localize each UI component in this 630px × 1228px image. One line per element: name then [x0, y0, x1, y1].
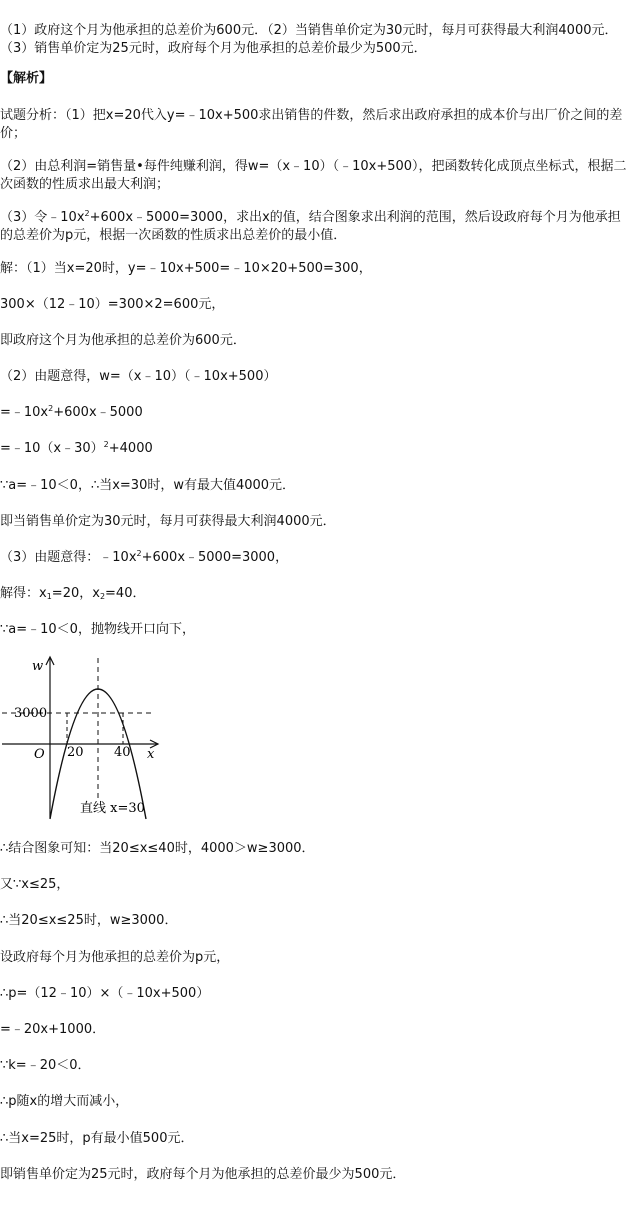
y-value-label: 3000 — [14, 706, 48, 721]
solution-line-4: （2）由题意得，w=（x﹣10）（﹣10x+500） — [0, 369, 277, 384]
y-axis — [46, 657, 54, 818]
solution-line-21: 即销售单价定为25元时，政府每个月为他承担的总差价最少为500元． — [0, 1167, 406, 1182]
solution-line-20: ∴当x=25时，p有最小值500元． — [0, 1131, 194, 1146]
symmetry-axis-label: 直线 x=30 — [80, 801, 145, 816]
analysis-part-3: （3）令$﹣10x^2+600x﹣5000=3000$，求出x的值，结合图象求出利润的范围，然后设政府每个月为他承担的总差价为p元，根据一次函数的性质求出总差价的最小值． — [0, 209, 621, 243]
origin-label: O — [34, 747, 45, 762]
summary-answer: （1）政府这个月为他承担的总差价为600元．（2）当销售单价定为30元时，每月可获得最大利润4000元．（3）销售单价定为25元时，政府每个月为他承担的总差价最少为500元． — [0, 23, 618, 56]
solution-line-6: =﹣10（x﹣30）$^2$+4000 — [0, 440, 153, 456]
analysis-part-1: 试题分析：（1）把x=20代入y=﹣10x+500求出销售的件数，然后求出政府承担的成本价与出厂价之间的差价； — [0, 108, 623, 141]
solution-line-9: （3）由题意得：$﹣10x^2+600x﹣5000=3000$， — [0, 549, 289, 565]
solution-line-15: 设政府每个月为他承担的总差价为p元， — [0, 950, 230, 965]
solution-line-12: ∴结合图象可知：当20≤x≤40时，4000＞w≥3000． — [0, 841, 315, 856]
solution-line-1: 解：（1）当x=20时，y=﹣10x+500=﹣10×20+500=300， — [0, 261, 372, 276]
analysis-part-2: （2）由总利润=销售量•每件纯赚利润，得w=（x﹣10）（﹣10x+500），把函数转化成顶点坐标式，根据二次函数的性质求出最大利润； — [0, 159, 627, 192]
analysis-heading: 【解析】 — [0, 71, 53, 86]
solution-line-17: =﹣20x+1000． — [0, 1022, 106, 1037]
solution-line-10: 解得：$x_1=20$，$x_2=40$． — [0, 586, 146, 601]
parabola-curve — [50, 689, 146, 819]
solution-line-3: 即政府这个月为他承担的总差价为600元． — [0, 333, 246, 348]
solution-line-14: ∴当20≤x≤25时，w≥3000． — [0, 913, 178, 928]
y-axis-label: w — [32, 659, 44, 674]
solution-line-16: ∴p=（12﹣10）×（﹣10x+500） — [0, 986, 210, 1001]
x-value-label-40: 40 — [114, 745, 131, 760]
solution-line-18: ∵k=﹣20＜0． — [0, 1058, 91, 1073]
x-axis-label: x — [147, 747, 155, 762]
solution-line-8: 即当销售单价定为30元时，每月可获得最大利润4000元． — [0, 514, 336, 529]
solution-line-7: ∵a=﹣10＜0，∴当x=30时，w有最大值4000元． — [0, 478, 296, 493]
solution-line-5: $=﹣10x^2+600x﹣5000$ — [0, 404, 143, 420]
solution-line-2: 300×（12﹣10）=300×2=600元， — [0, 297, 225, 312]
solution-line-19: ∴p随x的增大而减小， — [0, 1094, 129, 1109]
solution-line-13: 又∵x≤25， — [0, 877, 70, 892]
solution-line-11: ∵a=﹣10＜0，抛物线开口向下， — [0, 622, 195, 637]
parabola-figure — [0, 652, 170, 822]
x-value-label-20: 20 — [67, 745, 84, 760]
